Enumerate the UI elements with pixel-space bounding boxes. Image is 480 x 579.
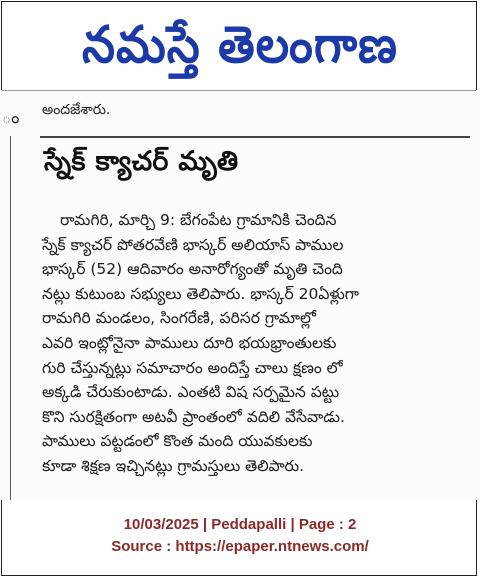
article-line: స్నేక్ క్యాచర్ పోతరవేణి భాస్కర్ అలియాస్ పాముల: [42, 235, 344, 254]
article-headline: స్నేక్ క్యాచర్ మృతి: [44, 146, 239, 177]
article-body: [42, 208, 472, 479]
article-line: నట్లు కుటుంబ సభ్యులు తెలిపారు. భాస్కర్ 20ఏళ్లుగా: [42, 284, 360, 303]
article-line: కొని సురక్షితంగా అటవీ ప్రాంతంలో వదిలి వేసేవాడు.: [42, 407, 345, 426]
edition-info: 10/03/2025 | Peddapalli | Page : 2: [123, 516, 357, 533]
previous-article-tail: అందజేశారు.: [42, 102, 111, 118]
column-rule: [10, 136, 11, 500]
clipping-footer: [0, 514, 480, 558]
article-line: రామగిరి, మార్చి 9: బేగంపేట గ్రామానికి చెందిన: [60, 211, 337, 229]
article-line: అక్కడి చేరుకుంటాడు. ఎంతటి విష సర్పమైన పట్టు: [42, 383, 340, 402]
masthead-logo: నమస్తే తెలంగాణ: [82, 15, 398, 76]
clipping-top-edge: [2, 90, 476, 91]
adjacent-column-fragment: ం: [2, 108, 20, 127]
news-clipping: [0, 90, 480, 500]
article-line: గురి చేస్తున్నట్లు సమాచారం అందిస్తే చాలు క్షణం లో: [42, 358, 343, 377]
article-line: పాములు పట్టడంలో కొంత మంది యువకులకు: [42, 432, 313, 451]
article-line: కూడా శిక్షణ ఇచ్చినట్లు గ్రామస్తులు తెలిపారు.: [42, 456, 305, 475]
newspaper-masthead: [0, 8, 480, 88]
article-line: భాస్కర్ (52) ఆదివారం అనారోగ్యంతో మృతి చెంది: [42, 260, 343, 279]
article-line: రామగిరి మండలం, సింగరేణి, పరిసర గ్రామాల్లో: [42, 309, 316, 328]
article-line: ఎవరి ఇంట్లోనైనా పాములు దూరి భయభ్రాంతులకు: [42, 333, 337, 352]
source-link[interactable]: Source : https://epaper.ntnews.com/: [111, 538, 369, 555]
article-divider: [40, 136, 470, 138]
